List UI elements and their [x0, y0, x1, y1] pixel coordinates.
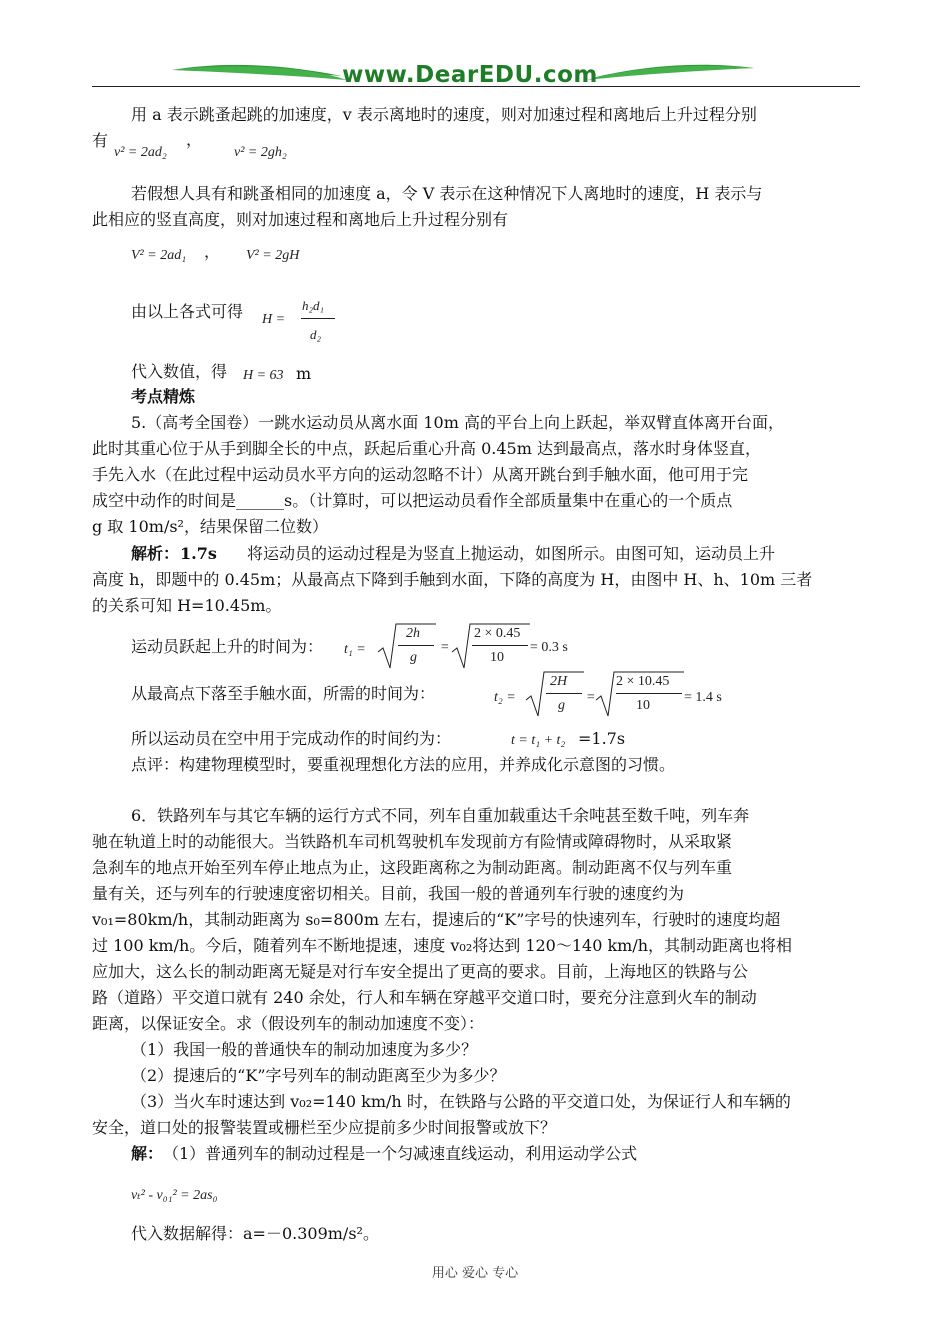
q6-sub1: （1）我国一般的普通快车的制动加速度为多少？	[131, 1040, 478, 1059]
a5-t2-result: = 1.4 s	[684, 690, 722, 705]
a5-t2-den1: g	[558, 698, 565, 713]
q6-line1: 6．铁路列车与其它车辆的运行方式不同，列车自重加载重达千余吨甚至数千吨，列车奔	[131, 806, 750, 825]
p1-eq2: v² = 2gh₂	[234, 145, 287, 160]
p3-text: 由以上各式可得	[131, 302, 244, 321]
q5-line3: 手先入水（在此过程中运动员水平方向的运动忽略不计）从离开跳台到手触水面，他可用于完	[92, 465, 749, 484]
q6-line9: 距离，以保证安全。求（假设列车的制动加速度不变）：	[92, 1014, 485, 1033]
q6-line7: 应加大，这么长的制动距离无疑是对行车安全提出了更高的要求。目前，上海地区的铁路与公	[92, 962, 749, 981]
p3-denominator: d₂	[310, 327, 322, 342]
page-footer: 用心 爱心 专心	[431, 1266, 519, 1281]
q5-line2: 此时其重心位于从手到脚全长的中点，跃起后重心升高 0.45m 达到最高点，落水时身体竖直，	[92, 439, 761, 458]
q6-line3: 急刹车的地点开始至列车停止地点为止，这段距离称之为制动距离。制动距离不仅与列车重	[92, 858, 733, 877]
p3-fraction-bar	[301, 318, 335, 319]
q6-line4: 量有关，还与列车的行驶速度密切相关。目前，我国一般的普通列车行驶的速度约为	[92, 884, 685, 903]
q5-line4: 成空中动作的时间是______s。（计算时，可以把运动员看作全部质量集中在重心的一个质点	[92, 491, 733, 510]
q6-line6: 过 100 km/h。今后，随着列车不断地提速，速度 v₀₂将达到 120～140 km/h，其制动距离也将相	[92, 936, 793, 955]
p1-eq-separator: ，	[186, 130, 203, 149]
a5-t2-lhs: t₂ =	[494, 690, 516, 705]
q6-sub3-line1: （3）当火车时速达到 v₀₂=140 km/h 时，在铁路与公路的平交道口处，为保证行人和车辆的	[131, 1092, 791, 1111]
a5-t2-den2: 10	[636, 698, 650, 713]
a5-t1-num1: 2h	[406, 626, 420, 641]
a5-line3: 的关系可知 H=10.45m。	[92, 596, 282, 615]
p2-eq1: V² = 2ad₁	[131, 248, 187, 263]
p4-unit: m	[296, 364, 312, 383]
a5-t2-num2: 2 × 10.45	[616, 674, 670, 689]
a5-t1-result: = 0.3 s	[530, 640, 568, 655]
p1-line1: 用 a 表示跳蚤起跳的加速度，v 表示离地时的速度，则对加速过程和离地后上升过程分别	[131, 105, 757, 124]
a5-line1: 将运动员的运动过程是为竖直上抛运动，如图所示。由图可知，运动员上升	[247, 544, 776, 563]
a5-comment: 点评：构建物理模型时，要重视理想化方法的应用，并养成化示意图的习惯。	[131, 755, 676, 774]
q6-solution-label: 解：	[131, 1144, 164, 1163]
q6-line5: v₀₁=80km/h，其制动距离为 s₀=800m 左右，提速后的“K”字号的快速列车，行驶时的速度均超	[92, 910, 781, 929]
a5-t1-eq: =	[440, 640, 450, 655]
p4-eq: H = 63	[243, 368, 284, 383]
p2-line2: 此相应的竖直高度，则对加速过程和离地后上升过程分别有	[92, 210, 509, 229]
a5-t2-num1: 2H	[550, 674, 568, 689]
q6-solution-text: （1）普通列车的制动过程是一个匀减速直线运动，利用运动学公式	[163, 1144, 638, 1163]
p1-eq1: v² = 2ad₂	[114, 145, 167, 160]
section-title: 考点精炼	[131, 387, 196, 406]
q6-sub2: （2）提速后的“K”字号列车的制动距离至少为多少？	[131, 1066, 506, 1085]
p3-lhs: H =	[262, 312, 286, 327]
a5-t1-den2: 10	[490, 650, 504, 665]
q6-line8: 路（道路）平交道口就有 240 余处，行人和车辆在穿越平交道口时，要充分注意到火车的制动	[92, 988, 757, 1007]
a5-total-eq: t = t₁ + t₂	[511, 733, 566, 748]
a5-t2-eq: =	[586, 690, 596, 705]
a5-total-text: 所以运动员在空中用于完成动作的时间约为：	[131, 729, 452, 748]
q6-line2: 驰在轨道上时的动能很大。当铁路机车司机驾驶机车发现前方有险情或障碍物时，从采取紧	[92, 832, 733, 851]
q5-line1: 5.（高考全国卷）一跳水运动员从离水面 10m 高的平台上向上跃起，举双臂直体离开台面，	[131, 413, 784, 432]
a5-total-result: =1.7s	[578, 729, 626, 748]
p2-eq2: V² = 2gH	[246, 248, 300, 263]
p2-eq-separator: ，	[204, 242, 221, 261]
site-logo-text[interactable]: www.DearEDU.com	[342, 62, 598, 88]
p3-numerator: h₂d₁	[302, 298, 325, 313]
a5-label: 解析：	[131, 544, 180, 563]
p2-line1: 若假想人具有和跳蚤相同的加速度 a，令 V 表示在这种情况下人离地时的速度，H 表示与	[131, 184, 763, 203]
a5-t1-num2: 2 × 0.45	[474, 626, 521, 641]
q5-line5: g 取 10m/s²，结果保留二位数）	[92, 517, 328, 536]
q6-solution-equation: vₜ² - v₀₁² = 2as₀	[131, 1188, 218, 1203]
p1-line2-prefix: 有	[92, 131, 109, 150]
a5-answer: 1.7s	[180, 544, 217, 563]
q6-sub3-line2: 安全，道口处的报警装置或栅栏至少应提前多少时间报警或放下？	[92, 1118, 557, 1137]
a5-t1-text: 运动员跃起上升的时间为：	[131, 637, 324, 656]
q6-solution-result: 代入数据解得：a=－0.309m/s²。	[131, 1224, 379, 1243]
header-rule	[92, 86, 860, 87]
p4-text: 代入数值，得	[131, 362, 228, 381]
a5-t1-den1: g	[410, 650, 417, 665]
a5-line2: 高度 h，即题中的 0.45m；从最高点下降到手触到水面，下降的高度为 H，由图中 H、h、10m 三者	[92, 570, 813, 589]
a5-t1-lhs: t₁ =	[344, 642, 366, 657]
a5-t2-text: 从最高点下落至手触水面，所需的时间为：	[131, 684, 436, 703]
